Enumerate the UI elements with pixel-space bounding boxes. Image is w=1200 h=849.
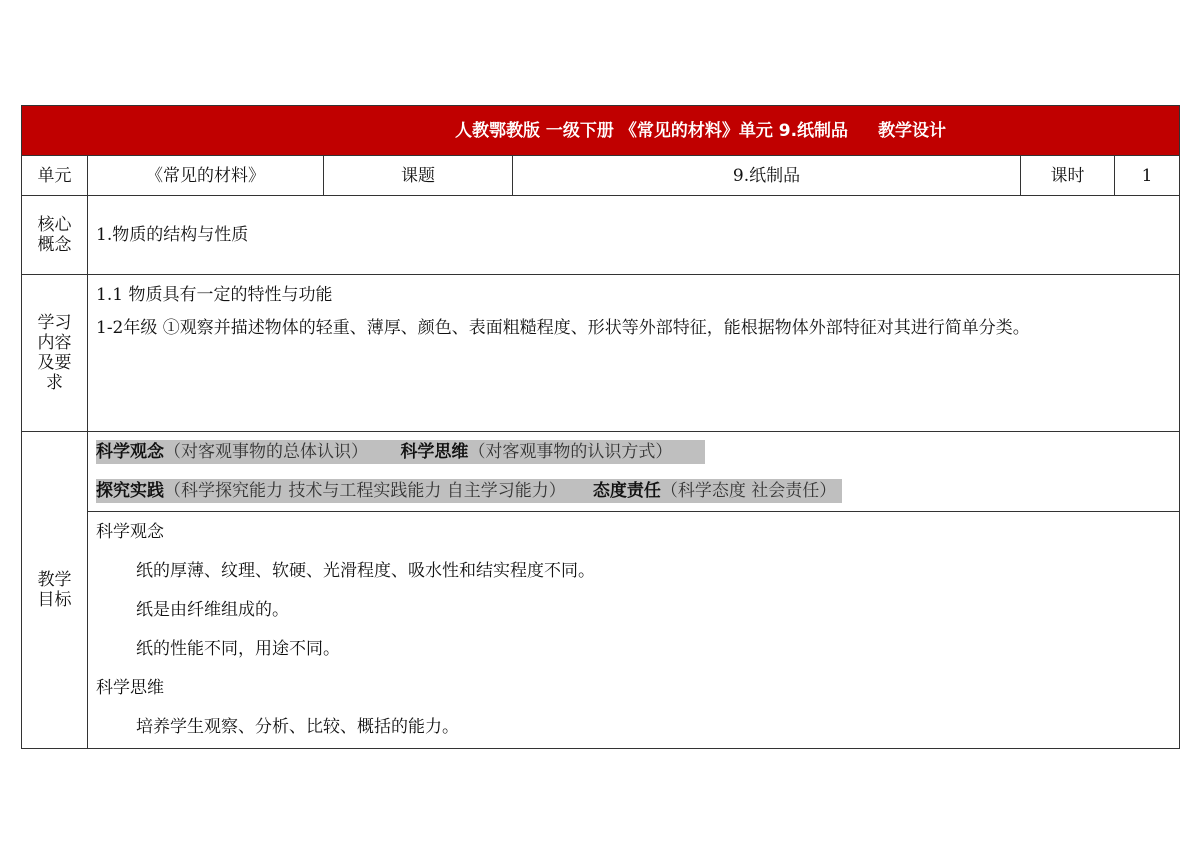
goals-label	[22, 432, 88, 749]
tag-highlight	[96, 440, 705, 464]
concept-item: 纸的厚薄、纹理、软硬、光滑程度、吸水性和结实程度不同。	[136, 561, 595, 581]
learning-content	[88, 275, 1180, 432]
tag-thinking: 科学思维	[400, 441, 469, 462]
core-concept-row	[22, 196, 1180, 275]
period-label: 课时	[1021, 156, 1115, 196]
learning-label-line: 内容	[37, 333, 72, 353]
tag-practice: 探究实践	[96, 480, 164, 501]
concept-item: 纸是由纤维组成的。	[136, 600, 289, 620]
core-concept-label-line: 核心	[37, 215, 72, 235]
topic-label: 课题	[324, 156, 513, 196]
tag-line-1	[96, 433, 1175, 472]
tag-practice-note: （科学探究能力 技术与工程实践能力 自主学习能力）	[164, 480, 566, 501]
concept-heading: 科学观念	[96, 522, 164, 542]
period-value: 1	[1115, 156, 1180, 196]
tag-attitude-note: （科学态度 社会责任）	[660, 480, 837, 501]
learning-label	[22, 275, 88, 432]
title-main: 人教鄂教版 一级下册 《常见的材料》单元 9.纸制品	[455, 120, 849, 141]
learning-line-1: 1.1 物质具有一定的特性与功能	[96, 285, 333, 305]
goals-row	[22, 512, 1180, 749]
lesson-plan-table	[21, 105, 1180, 749]
learning-label-line: 学习	[37, 313, 72, 333]
tag-highlight	[96, 479, 842, 503]
concept-item: 纸的性能不同，用途不同。	[136, 639, 340, 659]
competency-tags	[88, 432, 1180, 512]
thinking-heading: 科学思维	[96, 678, 164, 698]
learning-label-line: 求	[46, 373, 63, 393]
core-concept-label-line: 概念	[37, 235, 72, 255]
document-title	[22, 106, 1180, 156]
learning-label-line: 及要	[37, 353, 72, 373]
header-row	[22, 156, 1180, 196]
core-concept-label	[22, 196, 88, 275]
unit-label: 单元	[22, 156, 88, 196]
tag-concept-note: （对客观事物的总体认识）	[164, 441, 368, 462]
title-row	[22, 106, 1180, 156]
tag-thinking-note: （对客观事物的认识方式）	[468, 441, 673, 462]
tag-attitude: 态度责任	[592, 480, 661, 501]
core-concept-text: 1.物质的结构与性质	[88, 196, 1180, 275]
goals-label-line: 教学	[37, 570, 72, 590]
tag-concept: 科学观念	[96, 441, 164, 462]
thinking-item: 培养学生观察、分析、比较、概括的能力。	[136, 717, 459, 737]
goals-content	[88, 512, 1180, 749]
title-suffix: 教学设计	[878, 120, 947, 141]
tag-line-2	[96, 472, 1175, 511]
learning-line-2: 1-2年级 ①观察并描述物体的轻重、薄厚、颜色、表面粗糙程度、形状等外部特征，能根据物体外部特征对其进行简单分类。	[96, 318, 1030, 338]
unit-value: 《常见的材料》	[88, 156, 324, 196]
learning-row	[22, 275, 1180, 432]
topic-value: 9.纸制品	[513, 156, 1021, 196]
competency-tags-row	[22, 432, 1180, 512]
goals-label-line: 目标	[37, 590, 72, 610]
